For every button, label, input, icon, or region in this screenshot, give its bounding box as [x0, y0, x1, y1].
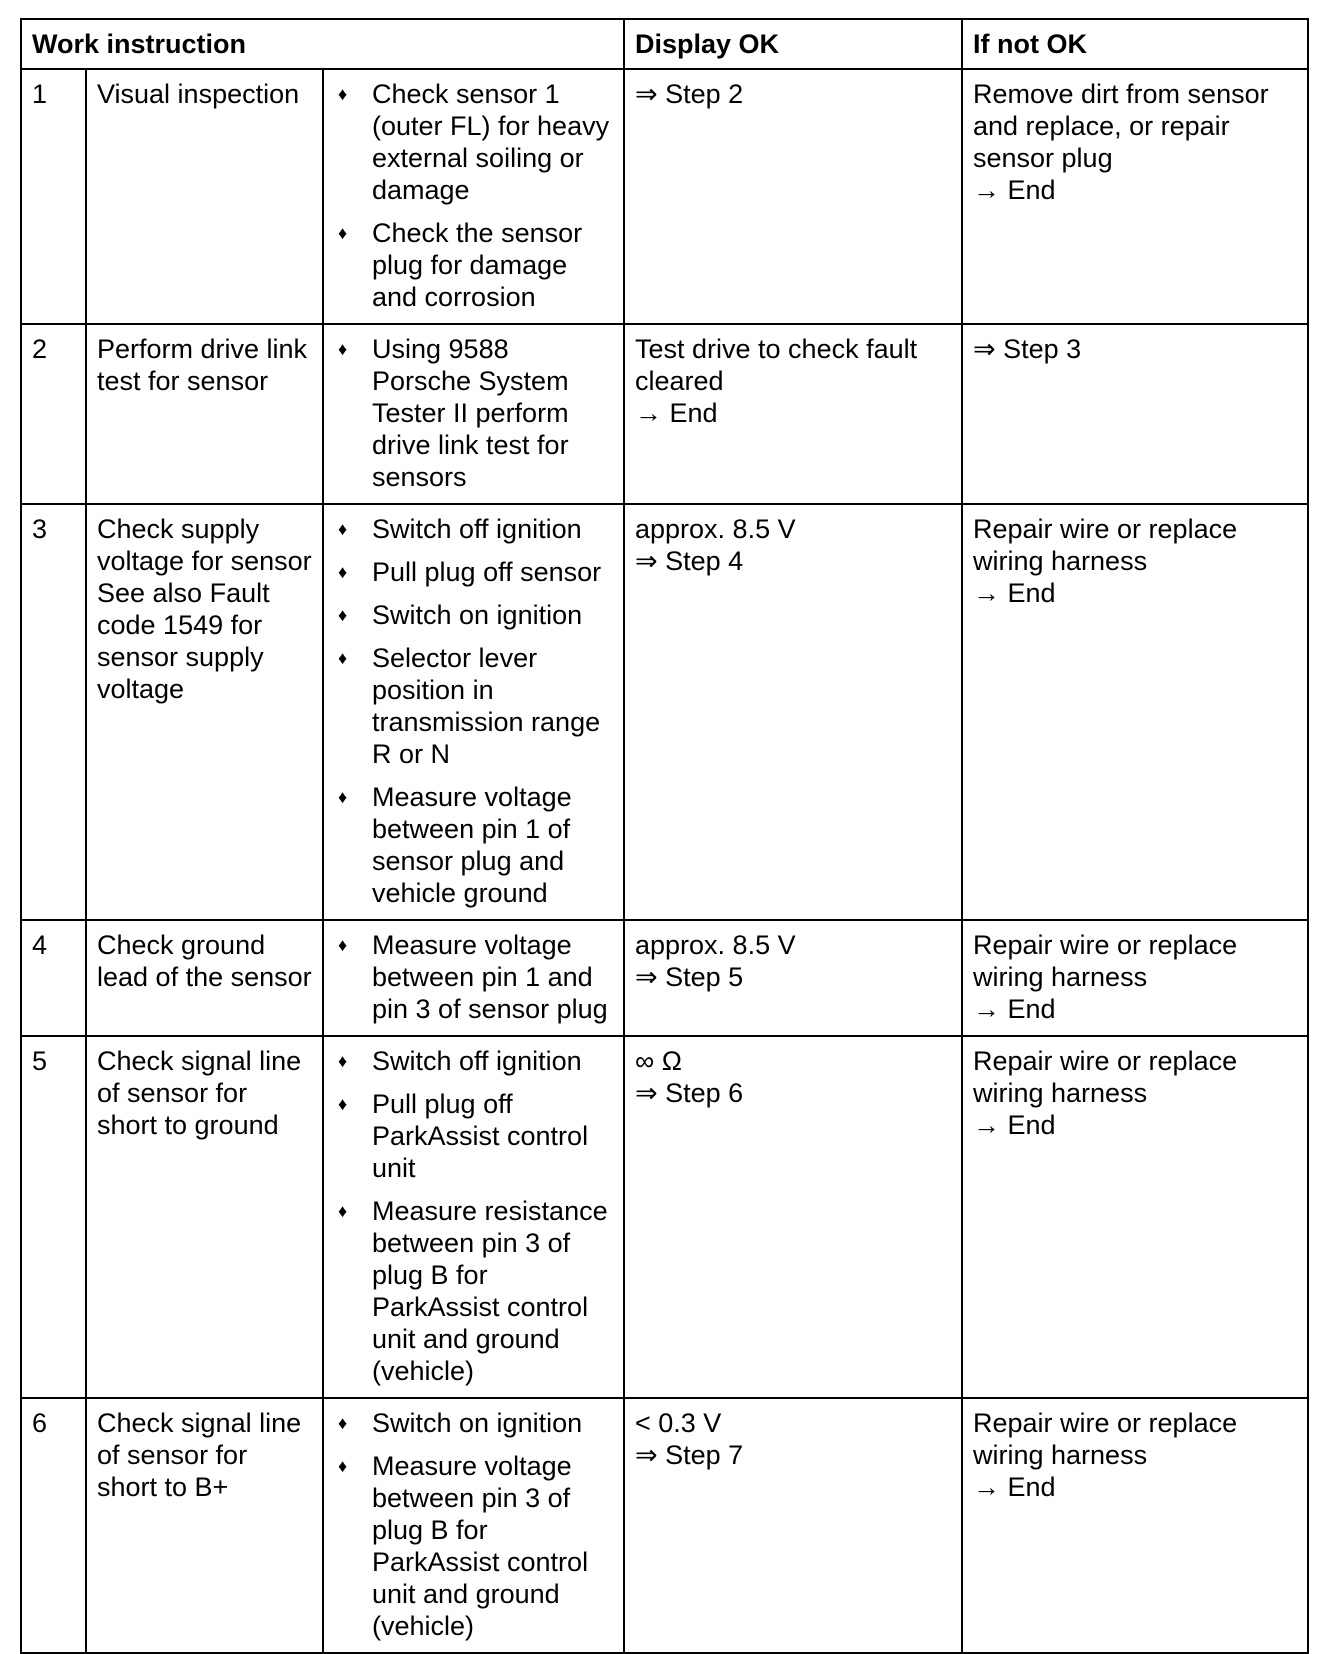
if-not-ok-line: Repair wire or replace wiring harness	[973, 514, 1238, 576]
display-ok-line: approx. 8.5 V	[635, 514, 796, 544]
if-not-ok-cell	[962, 504, 1308, 920]
display-ok-cell	[624, 69, 962, 324]
step-description: Check signal line of sensor for short to ground	[86, 1036, 323, 1398]
action-item: ♦ Switch off ignition	[338, 1046, 582, 1076]
step-number: 2	[21, 324, 86, 504]
if-not-ok-line: Remove dirt from sensor and replace, or repair sensor plug	[973, 79, 1269, 173]
action-item: ♦ Measure voltage between pin 1 of sensor plug and vehicle ground	[338, 782, 572, 908]
display-ok-line: ⇒ Step 2	[635, 79, 744, 109]
step-number: 6	[21, 1398, 86, 1653]
action-item: ♦ Pull plug off ParkAssist control unit	[338, 1089, 589, 1183]
display-ok-line: ⇒ Step 7	[635, 1440, 744, 1470]
display-ok-line: approx. 8.5 V	[635, 930, 796, 960]
display-ok-cell	[624, 1036, 962, 1398]
step-description: Perform drive link test for sensor	[86, 324, 323, 504]
if-not-ok-line: ⇒ Step 3	[973, 334, 1082, 364]
display-ok-cell	[624, 1398, 962, 1653]
table-row	[21, 69, 1308, 324]
action-item: ♦ Switch on ignition	[338, 1408, 583, 1438]
if-not-ok-cell	[962, 324, 1308, 504]
table-header-row	[21, 19, 1308, 69]
display-ok-cell	[624, 920, 962, 1036]
display-ok-line: → End	[635, 398, 718, 428]
display-ok-line: ⇒ Step 4	[635, 546, 744, 576]
action-item: ♦ Measure voltage between pin 1 and pin 3 of sensor plug	[338, 930, 608, 1024]
if-not-ok-cell	[962, 920, 1308, 1036]
if-not-ok-line: Repair wire or replace wiring harness	[973, 1408, 1238, 1470]
step-actions	[323, 920, 624, 1036]
step-description: Check ground lead of the sensor	[86, 920, 323, 1036]
diamond-bullet-icon: ♦	[338, 562, 348, 582]
diamond-bullet-icon: ♦	[338, 605, 348, 625]
step-actions	[323, 504, 624, 920]
step-number: 4	[21, 920, 86, 1036]
step-number: 5	[21, 1036, 86, 1398]
if-not-ok-line: → End	[973, 578, 1056, 608]
step-actions	[323, 1036, 624, 1398]
display-ok-line: Test drive to check fault cleared	[635, 334, 918, 396]
if-not-ok-cell	[962, 69, 1308, 324]
header-display-ok: Display OK	[624, 19, 962, 69]
diamond-bullet-icon: ♦	[338, 935, 348, 955]
display-ok-line: ⇒ Step 6	[635, 1078, 744, 1108]
action-item: ♦ Pull plug off sensor	[338, 557, 602, 587]
diamond-bullet-icon: ♦	[338, 1201, 348, 1221]
if-not-ok-line: Repair wire or replace wiring harness	[973, 1046, 1238, 1108]
diamond-bullet-icon: ♦	[338, 1051, 348, 1071]
action-item: ♦ Check the sensor plug for damage and corrosion	[338, 218, 583, 312]
diamond-bullet-icon: ♦	[338, 1413, 348, 1433]
step-number: 1	[21, 69, 86, 324]
step-actions	[323, 69, 624, 324]
diamond-bullet-icon: ♦	[338, 519, 348, 539]
diamond-bullet-icon: ♦	[338, 223, 348, 243]
table-row	[21, 1036, 1308, 1398]
if-not-ok-line: → End	[973, 1110, 1056, 1140]
table-row	[21, 504, 1308, 920]
header-work-instruction: Work instruction	[21, 19, 624, 69]
display-ok-cell	[624, 504, 962, 920]
display-ok-line: ⇒ Step 5	[635, 962, 744, 992]
action-item: ♦ Measure voltage between pin 3 of plug B for ParkAssist control unit and ground (vehicle)	[338, 1451, 589, 1641]
display-ok-cell	[624, 324, 962, 504]
header-if-not-ok: If not OK	[962, 19, 1308, 69]
action-item: ♦ Switch on ignition	[338, 600, 583, 630]
display-ok-line: < 0.3 V	[635, 1408, 722, 1438]
table-row	[21, 324, 1308, 504]
step-number: 3	[21, 504, 86, 920]
diamond-bullet-icon: ♦	[338, 787, 348, 807]
action-item: ♦ Selector lever position in transmission range R or N	[338, 643, 601, 769]
diamond-bullet-icon: ♦	[338, 1094, 348, 1114]
diamond-bullet-icon: ♦	[338, 339, 348, 359]
work-instruction-table	[20, 18, 1309, 1654]
step-description: Check supply voltage for sensor See also Fault code 1549 for sensor supply voltage	[86, 504, 323, 920]
if-not-ok-line: Repair wire or replace wiring harness	[973, 930, 1238, 992]
diamond-bullet-icon: ♦	[338, 84, 348, 104]
action-item: ♦ Using 9588 Porsche System Tester II perform drive link test for sensors	[338, 334, 569, 492]
if-not-ok-cell	[962, 1036, 1308, 1398]
if-not-ok-line: → End	[973, 175, 1056, 205]
step-description: Visual inspection	[86, 69, 323, 324]
action-item: ♦ Check sensor 1 (outer FL) for heavy external soiling or damage	[338, 79, 610, 205]
step-description: Check signal line of sensor for short to B+	[86, 1398, 323, 1653]
step-actions	[323, 324, 624, 504]
display-ok-line: ∞ Ω	[635, 1046, 682, 1076]
if-not-ok-line: → End	[973, 1472, 1056, 1502]
table-row	[21, 920, 1308, 1036]
diamond-bullet-icon: ♦	[338, 648, 348, 668]
table-row	[21, 1398, 1308, 1653]
action-item: ♦ Measure resistance between pin 3 of plug B for ParkAssist control unit and ground (vehicle)	[338, 1196, 608, 1386]
step-actions	[323, 1398, 624, 1653]
if-not-ok-cell	[962, 1398, 1308, 1653]
if-not-ok-line: → End	[973, 994, 1056, 1024]
action-item: ♦ Switch off ignition	[338, 514, 582, 544]
diamond-bullet-icon: ♦	[338, 1456, 348, 1476]
